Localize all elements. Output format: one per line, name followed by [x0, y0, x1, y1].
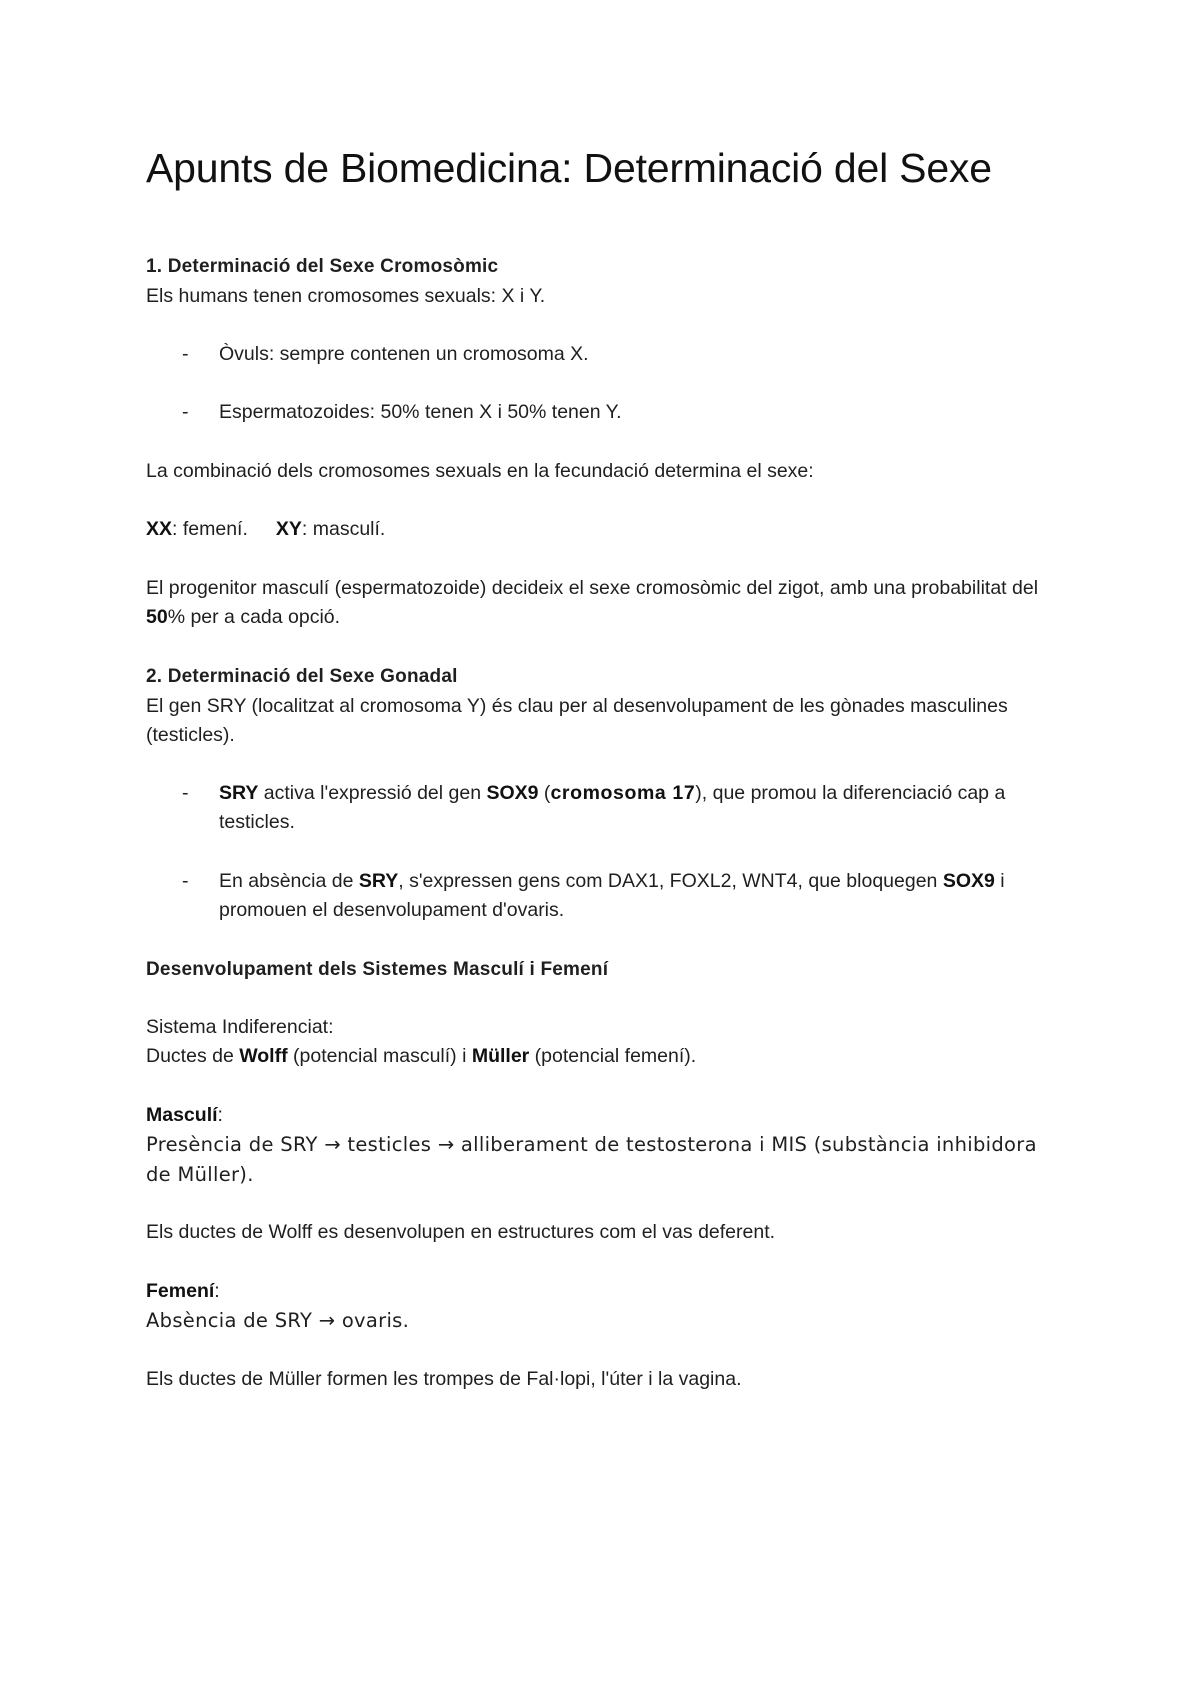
- section2-heading: 2. Determinació del Sexe Gonadal: [146, 665, 458, 687]
- list-item: - Òvuls: sempre contenen un cromosoma X.: [182, 342, 589, 365]
- bullet-text: Espermatozoides: 50% tenen X i 50% tenen Y.: [219, 401, 622, 423]
- list-item: - En absència de SRY, s'expressen gens com DAX1, FOXL2, WNT4, que bloquegen SOX9 i promouen el desenvolupament d'ovaris.: [182, 869, 1005, 921]
- section2-intro: El gen SRY (localitzat al cromosoma Y) és clau per al desenvolupament de les gònades masculines (testicles).: [146, 694, 1008, 746]
- feminine-text: Absència de SRY → ovaris.: [146, 1309, 410, 1332]
- section3-heading: Desenvolupament dels Sistemes Masculí i Femení: [146, 958, 609, 980]
- xx-text: : femení.: [172, 518, 248, 540]
- document-content: [146, 145, 1066, 1394]
- wolff-paragraph: Els ductes de Wolff es desenvolupen en estructures com el vas deferent.: [146, 1221, 776, 1243]
- list-item: - Espermatozoides: 50% tenen X i 50% tenen Y.: [182, 401, 622, 423]
- masculine-label: Masculí:: [146, 1103, 223, 1126]
- masculine-text: Presència de SRY → testicles → alliberament de testosterona i MIS (substància inhibidora de Müller).: [146, 1133, 1037, 1186]
- combination-text: La combinació dels cromosomes sexuals en la fecundació determina el sexe:: [146, 459, 814, 482]
- section1-bullet-list: [146, 340, 1066, 428]
- muller-paragraph: Els ductes de Müller formen les trompes de Fal·lopi, l'úter i la vagina.: [146, 1367, 742, 1390]
- section1-heading: 1. Determinació del Sexe Cromosòmic: [146, 256, 499, 277]
- section1-intro: Els humans tenen cromosomes sexuals: X i Y.: [146, 285, 546, 307]
- list-item: - SRY activa l'expressió del gen SOX9 (cromosoma 17), que promou la diferenciació cap a testicles.: [182, 781, 1006, 833]
- xy-label: XY: [275, 518, 302, 540]
- indifferent-system-label: Sistema Indiferenciat:: [146, 1015, 334, 1038]
- wolff-term: Wolff: [239, 1045, 288, 1067]
- sex-chromosome-line: [146, 515, 1066, 545]
- probability-value: 50: [146, 606, 168, 628]
- document-title: Apunts de Biomedicina: Determinació del Sexe: [146, 145, 992, 191]
- feminine-label: Femení:: [146, 1279, 220, 1302]
- section2-bullet-list: [146, 779, 1066, 926]
- xy-text: : masculí.: [301, 518, 386, 540]
- muller-term: Müller: [471, 1045, 530, 1067]
- ducts-paragraph: Ductes de Wolff (potencial masculí) i Müller (potencial femení).: [146, 1045, 697, 1067]
- bullet-text: Òvuls: sempre contenen un cromosoma X.: [219, 342, 589, 365]
- progenitor-paragraph: El progenitor masculí (espermatozoide) decideix el sexe cromosòmic del zigot, amb una probabilitat del 50% per a cada opció.: [146, 576, 1039, 628]
- xx-label: XX: [146, 518, 173, 540]
